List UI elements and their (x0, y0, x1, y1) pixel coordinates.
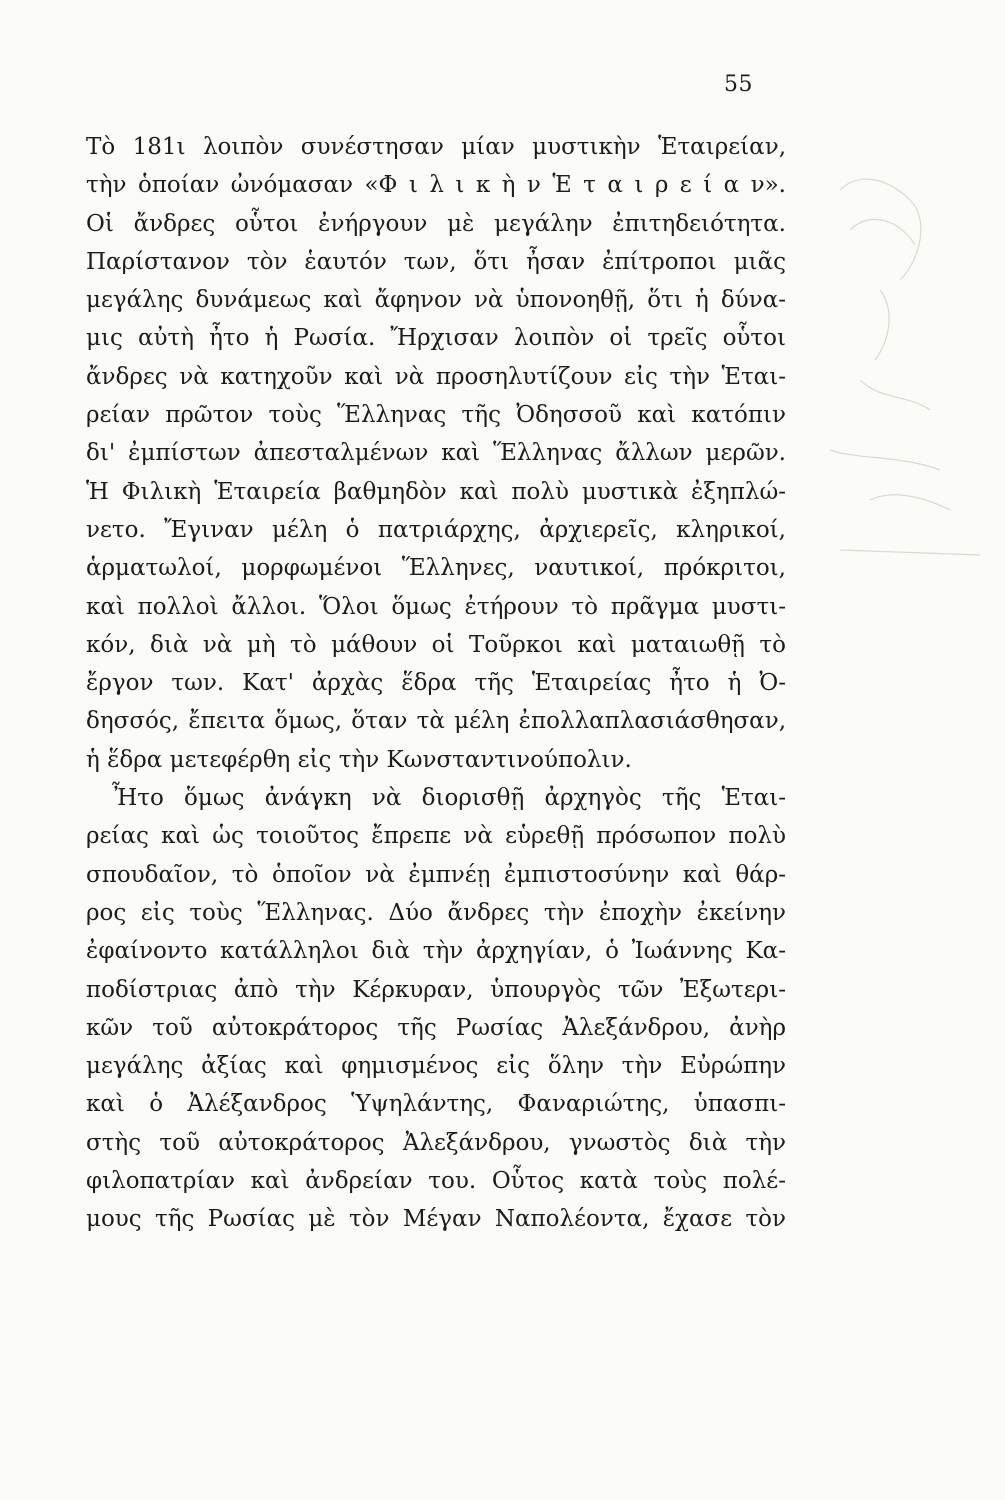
text-line: Τὸ 181ι λοιπὸν συνέστησαν μίαν μυστικὴν Ἑταιρείαν, (86, 134, 786, 160)
text-line: Ἡ Φιλικὴ Ἑταιρεία βαθμηδὸν καὶ πολὺ μυστικὰ ἐξηπλώ- (86, 478, 786, 505)
text-line: ἔργον των. Κατ' ἀρχὰς ἕδρα τῆς Ἑταιρείας ἦτο ἡ Ὀ- (86, 670, 786, 697)
text-line: μους τῆς Ρωσίας μὲ τὸν Μέγαν Ναπολέοντα, ἔχασε τὸν (86, 1206, 786, 1233)
faint-pencil-sketch (820, 150, 1000, 580)
text-line: κόν, διὰ νὰ μὴ τὸ μάθουν οἱ Τοῦρκοι καὶ ματαιωθῇ τὸ (86, 631, 786, 658)
text-line: ρείας καὶ ὡς τοιοῦτος ἔπρεπε νὰ εὑρεθῇ πρόσωπον πολὺ (86, 823, 786, 850)
text-line: νετο. Ἔγιναν μέλη ὁ πατριάρχης, ἀρχιερεῖς, κληρικοί, (86, 516, 786, 543)
text-line: Οἱ ἄνδρες οὗτοι ἐνήργουν μὲ μεγάλην ἐπιτηδειότητα. (86, 210, 786, 237)
text-line: κῶν τοῦ αὐτοκράτορος τῆς Ρωσίας Ἀλεξάνδρου, ἀνὴρ (86, 1014, 786, 1041)
text-line: ἁρματωλοί, μορφωμένοι Ἕλληνες, ναυτικοί, πρόκριτοι, (86, 555, 786, 582)
text-line: μις αὐτὴ ἦτο ἡ Ρωσία. Ἤρχισαν λοιπὸν οἱ τρεῖς οὗτοι (86, 325, 786, 352)
page-number: 55 (724, 72, 753, 97)
text-line: τὴν ὁποίαν ὠνόμασαν «Φ ι λ ι κ ὴ ν Ἑ τ α ι ρ ε ί α ν». (86, 172, 786, 199)
text-line: στὴς τοῦ αὐτοκράτορος Ἀλεξάνδρου, γνωστὸς διὰ τὴν (86, 1129, 786, 1156)
text-line: ποδίστριας ἀπὸ τὴν Κέρκυραν, ὑπουργὸς τῶν Ἐξωτερι- (86, 976, 786, 1003)
text-line: σπουδαῖον, τὸ ὁποῖον νὰ ἐμπνέῃ ἐμπιστοσύνην καὶ θάρ- (86, 861, 786, 888)
text-line: ρείαν πρῶτον τοὺς Ἕλληνας τῆς Ὀδησσοῦ καὶ κατόπιν (86, 402, 786, 429)
text-line: δι' ἐμπίστων ἀπεσταλμένων καὶ Ἕλληνας ἄλλων μερῶν. (86, 440, 786, 467)
text-line: ἐφαίνοντο κατάλληλοι διὰ τὴν ἀρχηγίαν, ὁ Ἰωάννης Κα- (86, 938, 786, 965)
text-line: καὶ πολλοὶ ἄλλοι. Ὅλοι ὅμως ἐτήρουν τὸ πρᾶγμα μυστι- (86, 593, 786, 620)
text-line: φιλοπατρίαν καὶ ἀνδρείαν του. Οὗτος κατὰ τοὺς πολέ- (86, 1168, 786, 1195)
text-line: καὶ ὁ Ἀλέξανδρος Ὑψηλάντης, Φαναριώτης, ὑπασπι- (86, 1091, 786, 1118)
text-line: ρος εἰς τοὺς Ἕλληνας. Δύο ἄνδρες τὴν ἐποχὴν ἐκείνην (86, 899, 786, 926)
text-line: δησσός, ἔπειτα ὅμως, ὅταν τὰ μέλη ἐπολλαπλασιάσθησαν, (86, 708, 786, 735)
text-line: ἡ ἕδρα μετεφέρθη εἰς τὴν Κωνσταντινούπολιν. (86, 746, 632, 773)
text-line: μεγάλης ἀξίας καὶ φημισμένος εἰς ὅλην τὴν Εὐρώπην (86, 1053, 786, 1080)
text-line: Ἦτο ὅμως ἀνάγκη νὰ διορισθῇ ἀρχηγὸς τῆς Ἑται- (112, 785, 786, 812)
body-text (86, 128, 786, 1239)
text-line: μεγάλης δυνάμεως καὶ ἄφηνον νὰ ὑπονοηθῇ, ὅτι ἡ δύνα- (86, 287, 786, 314)
text-line: Παρίστανον τὸν ἑαυτόν των, ὅτι ἦσαν ἐπίτροποι μιᾶς (86, 248, 786, 275)
text-line: ἄνδρες νὰ κατηχοῦν καὶ νὰ προσηλυτίζουν εἰς τὴν Ἑται- (86, 363, 786, 390)
